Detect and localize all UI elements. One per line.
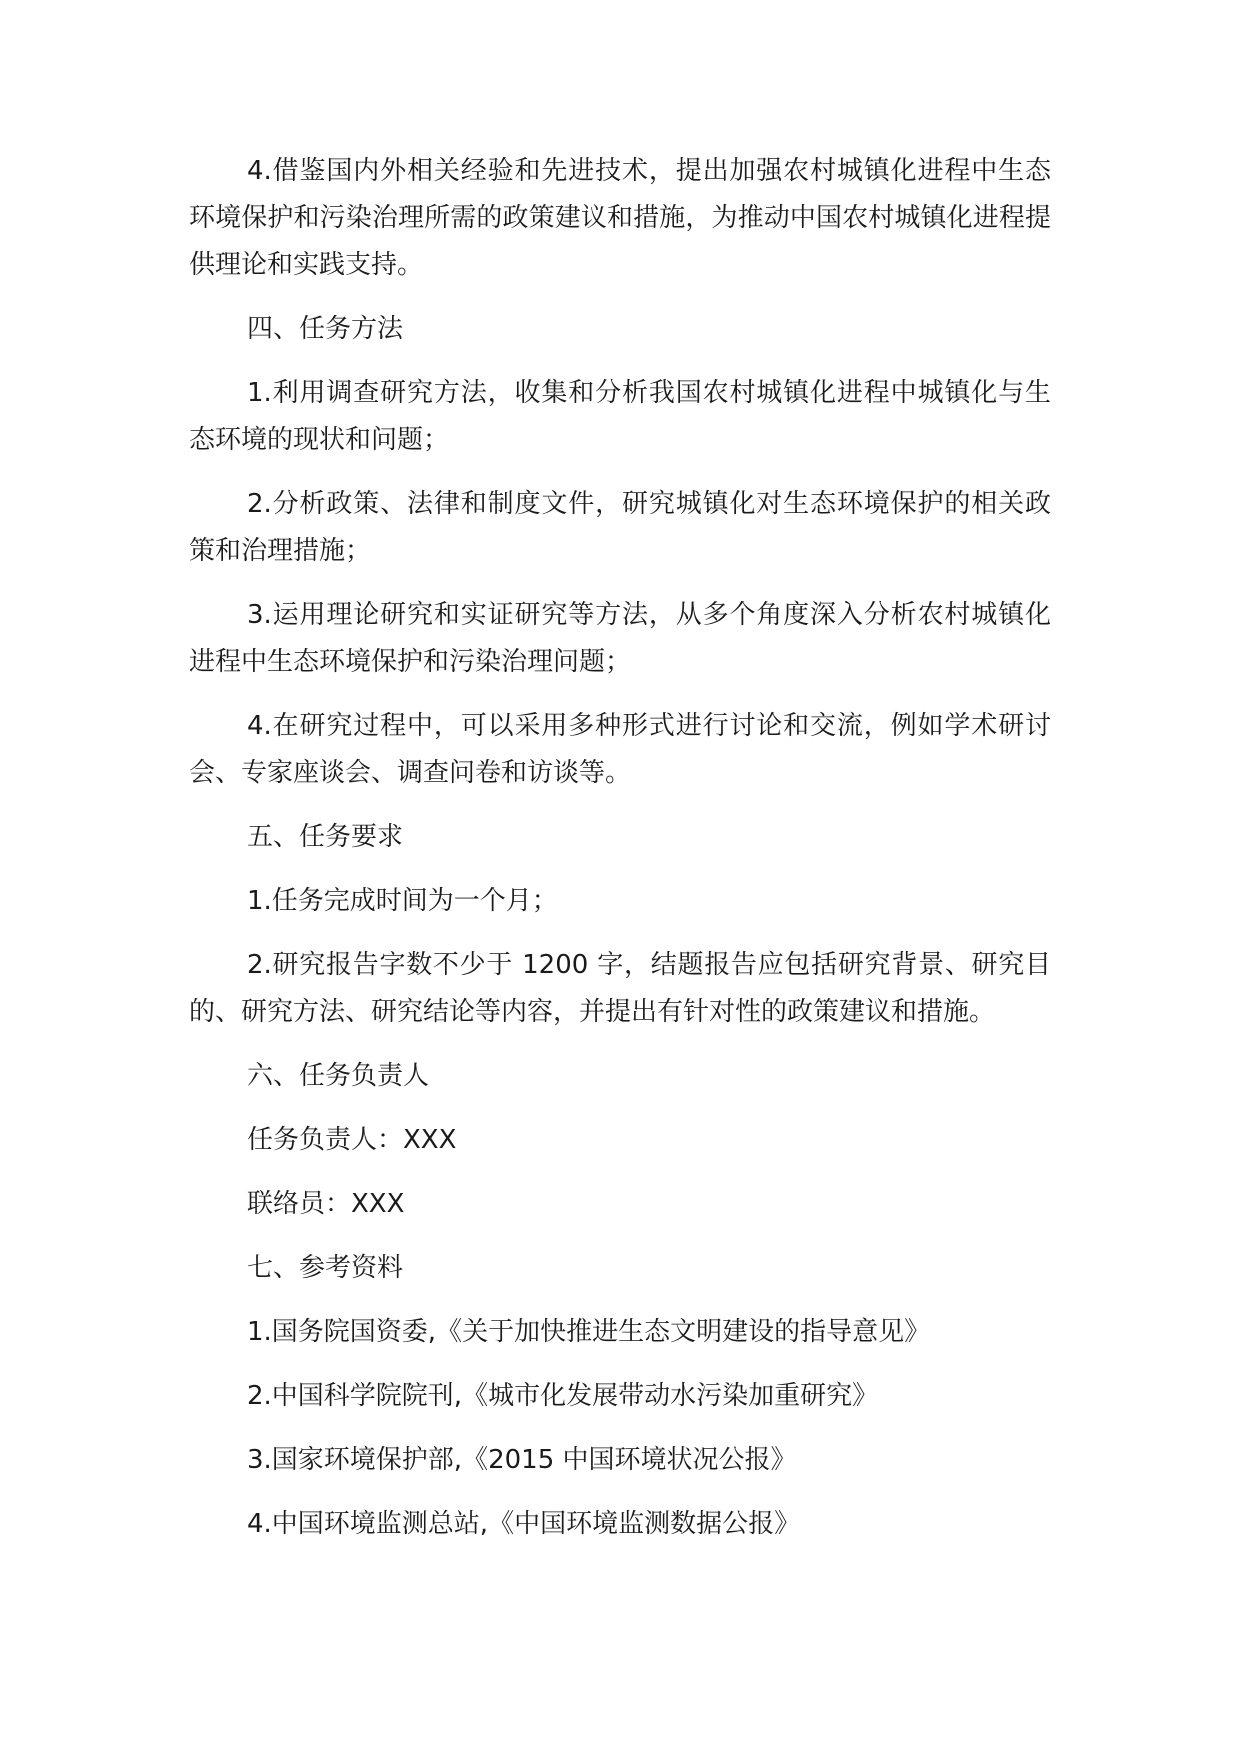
paragraph-requirement-1: 1.任务完成时间为一个月； (247, 886, 558, 916)
section-heading-references: 七、参考资料 (247, 1253, 404, 1283)
reference-item-3: 3.国家环境保护部,《2015 中国环境状况公报》 (247, 1445, 797, 1475)
section-heading-responsible: 六、任务负责人 (247, 1061, 430, 1091)
paragraph-method-2: 2.分析政策、法律和制度文件，研究城镇化对生态环境保护的相关政策和治理措施； (189, 489, 1051, 566)
reference-item-1: 1.国务院国资委,《关于加快推进生态文明建设的指导意见》 (247, 1317, 931, 1347)
section-heading-methods: 四、任务方法 (247, 314, 404, 344)
paragraph-requirement-2: 2.研究报告字数不少于 1200 字，结题报告应包括研究背景、研究目的、研究方法、研究结论等内容，并提出有针对性的政策建议和措施。 (189, 950, 1051, 1027)
section-heading-requirements: 五、任务要求 (247, 822, 404, 852)
reference-item-4: 4.中国环境监测总站,《中国环境监测数据公报》 (247, 1509, 801, 1539)
responsible-person-line: 任务负责人：XXX (247, 1125, 457, 1155)
document-body (189, 148, 1051, 1565)
paragraph-objective-4: 4.借鉴国内外相关经验和先进技术，提出加强农村城镇化进程中生态环境保护和污染治理所需的政策建议和措施，为推动中国农村城镇化进程提供理论和实践支持。 (189, 156, 1051, 280)
paragraph-method-1: 1.利用调查研究方法，收集和分析我国农村城镇化进程中城镇化与生态环境的现状和问题； (189, 378, 1051, 455)
liaison-line: 联络员：XXX (247, 1189, 405, 1219)
paragraph-method-3: 3.运用理论研究和实证研究等方法，从多个角度深入分析农村城镇化进程中生态环境保护和污染治理问题； (189, 600, 1051, 677)
reference-item-2: 2.中国科学院院刊,《城市化发展带动水污染加重研究》 (247, 1381, 879, 1411)
paragraph-method-4: 4.在研究过程中，可以采用多种形式进行讨论和交流，例如学术研讨会、专家座谈会、调查问卷和访谈等。 (189, 711, 1051, 788)
